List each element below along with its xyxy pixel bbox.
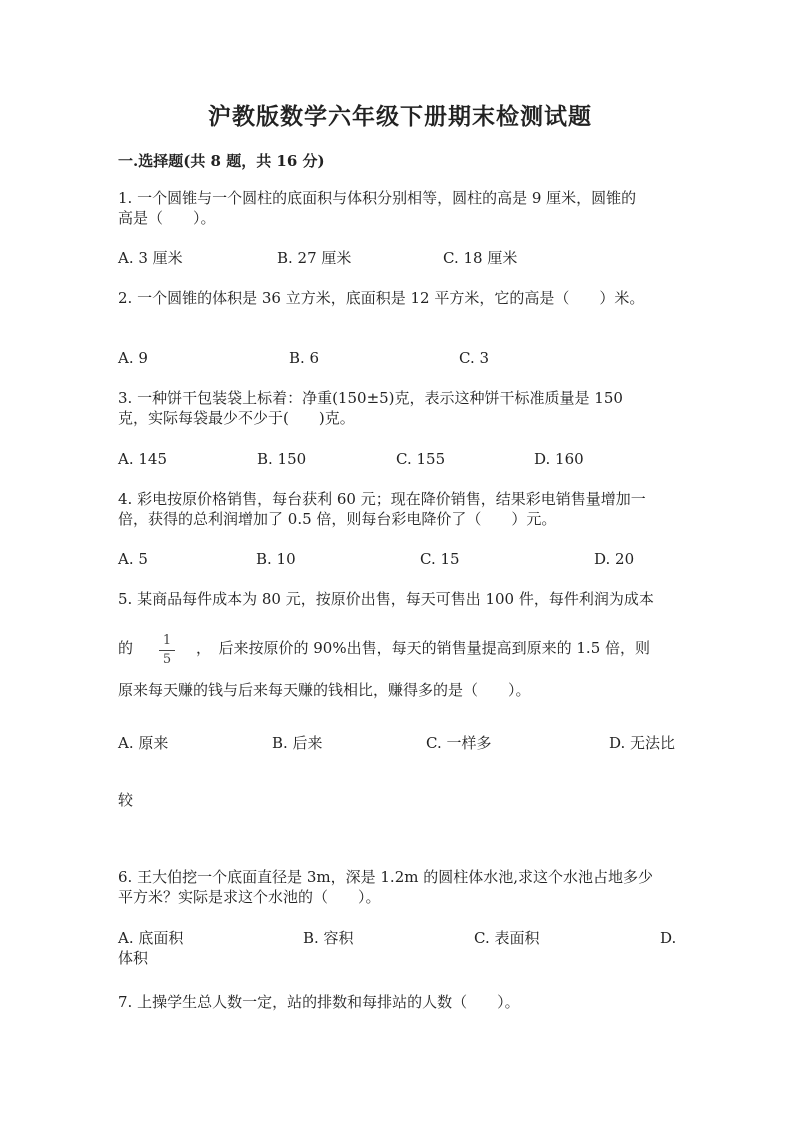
fraction-one-fifth xyxy=(157,634,177,667)
question-5-option-d-continued: 较 xyxy=(118,791,134,809)
question-3-option-d: D. 160 xyxy=(534,450,584,468)
question-1-option-a: A. 3 厘米 xyxy=(118,249,183,267)
question-4-option-c: C. 15 xyxy=(420,550,460,568)
question-1-option-b: B. 27 厘米 xyxy=(277,249,352,267)
question-6-option-d-continued: 体积 xyxy=(118,949,149,967)
question-3-option-b: B. 150 xyxy=(257,450,307,468)
question-1-line-2: 高是（ ）。 xyxy=(118,209,216,227)
question-3-line-1: 3. 一种饼干包装袋上标着：净重(150±5)克，表示这种饼干标准质量是 150 xyxy=(118,389,623,407)
question-6-option-c: C. 表面积 xyxy=(474,929,540,947)
question-4-option-a: A. 5 xyxy=(118,550,148,568)
question-3-option-c: C. 155 xyxy=(396,450,446,468)
question-6-option-a: A. 底面积 xyxy=(118,929,184,947)
question-5-line-2-prefix: 的 xyxy=(118,639,134,657)
question-5-option-c: C. 一样多 xyxy=(426,734,492,752)
fraction-denominator: 5 xyxy=(162,652,172,667)
question-5-line-2-suffix: ， 后来按原价的 90%出售，每天的销售量提高到原来的 1.5 倍，则 xyxy=(196,639,651,657)
question-6-line-2: 平方米？实际是求这个水池的（ ）。 xyxy=(118,888,381,906)
question-4-line-2: 倍，获得的总利润增加了 0.5 倍，则每台彩电降价了（ ）元。 xyxy=(118,510,557,528)
question-4-option-d: D. 20 xyxy=(594,550,635,568)
question-2-option-b: B. 6 xyxy=(289,349,320,367)
question-2-option-a: A. 9 xyxy=(118,349,148,367)
question-4-option-b: B. 10 xyxy=(256,550,296,568)
question-5-option-d: D. 无法比 xyxy=(609,734,676,752)
question-6-line-1: 6. 王大伯挖一个底面直径是 3m，深是 1.2m 的圆柱体水池,求这个水池占地多少 xyxy=(118,868,654,886)
question-7-line-1: 7. 上操学生总人数一定，站的排数和每排站的人数（ ）。 xyxy=(118,993,520,1011)
question-3-option-a: A. 145 xyxy=(118,450,167,468)
question-5-option-a: A. 原来 xyxy=(118,734,169,752)
question-2-line-1: 2. 一个圆锥的体积是 36 立方米，底面积是 12 平方米，它的高是（ ）米。 xyxy=(118,289,645,307)
question-6-option-d: D. xyxy=(660,929,677,947)
question-5-line-1: 5. 某商品每件成本为 80 元，按原价出售，每天可售出 100 件，每件利润为成本 xyxy=(118,590,654,608)
question-5-line-3: 原来每天赚的钱与后来每天赚的钱相比，赚得多的是（ ）。 xyxy=(118,681,531,699)
fraction-bar xyxy=(159,650,175,651)
fraction-numerator: 1 xyxy=(162,633,172,648)
document-title: 沪教版数学六年级下册期末检测试题 xyxy=(208,103,592,130)
question-3-line-2: 克，实际每袋最少不少于( )克。 xyxy=(118,409,355,427)
question-1-line-1: 1. 一个圆锥与一个圆柱的底面积与体积分别相等，圆柱的高是 9 厘米，圆锥的 xyxy=(118,189,637,207)
question-6-option-b: B. 容积 xyxy=(303,929,354,947)
question-4-line-1: 4. 彩电按原价格销售，每台获利 60 元；现在降价销售，结果彩电销售量增加一 xyxy=(118,490,646,508)
question-1-option-c: C. 18 厘米 xyxy=(443,249,518,267)
question-2-option-c: C. 3 xyxy=(459,349,490,367)
section-heading: 一.选择题(共 8 题，共 16 分) xyxy=(118,152,325,170)
question-5-option-b: B. 后来 xyxy=(272,734,323,752)
